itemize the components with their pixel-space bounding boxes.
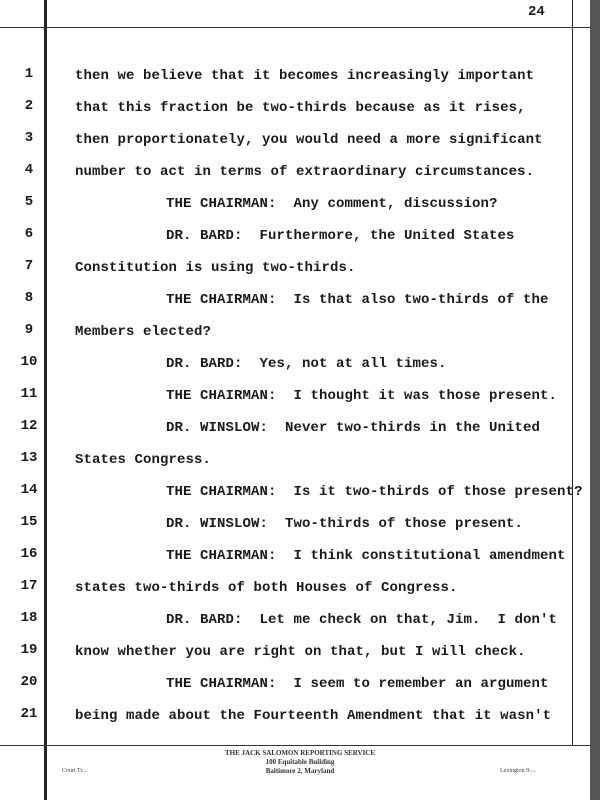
- footer-company: THE JACK SALOMON REPORTING SERVICE: [224, 749, 376, 757]
- transcript-line: DR. WINSLOW: Never two-thirds in the United: [166, 420, 541, 436]
- page-number: 24: [528, 4, 545, 20]
- transcript-line: being made about the Fourteenth Amendment that it wasn't: [75, 708, 552, 724]
- transcript-line: THE CHAIRMAN: Any comment, discussion?: [166, 196, 498, 212]
- page-edge: [590, 0, 600, 800]
- line-number: 11: [20, 386, 38, 402]
- line-number: 12: [20, 418, 38, 434]
- line-number: 9: [24, 322, 34, 338]
- transcript-line: THE CHAIRMAN: Is it two-thirds of those present?: [166, 484, 583, 500]
- transcript-line: then proportionately, you would need a more significant: [75, 132, 543, 148]
- footer-city: Baltimore 2, Maryland: [265, 767, 335, 775]
- transcript-line: then we believe that it becomes increasingly important: [75, 68, 535, 84]
- transcript-line: THE CHAIRMAN: I seem to remember an argument: [166, 676, 549, 692]
- footer-rule: [0, 745, 590, 746]
- line-number: 1: [24, 66, 34, 82]
- transcript-line: that this fraction be two-thirds because as it rises,: [75, 100, 526, 116]
- transcript-line: THE CHAIRMAN: Is that also two-thirds of the: [166, 292, 549, 308]
- transcript-line: THE CHAIRMAN: I thought it was those present.: [166, 388, 558, 404]
- transcript-line: know whether you are right on that, but I will check.: [75, 644, 526, 660]
- transcript-line: DR. BARD: Furthermore, the United States: [166, 228, 515, 244]
- line-number: 10: [20, 354, 38, 370]
- line-number: 3: [24, 130, 34, 146]
- line-number: 14: [20, 482, 38, 498]
- line-number: 8: [24, 290, 34, 306]
- footer-address: 100 Equitable Building: [265, 758, 335, 766]
- transcript-line: Constitution is using two-thirds.: [75, 260, 356, 276]
- right-margin-rule: [572, 0, 573, 745]
- transcript-line: THE CHAIRMAN: I think constitutional amendment: [166, 548, 566, 564]
- line-number: 13: [20, 450, 38, 466]
- line-number: 5: [24, 194, 34, 210]
- footer-right-note: Lexington 9-...: [500, 768, 536, 774]
- line-number: 15: [20, 514, 38, 530]
- transcript-line: DR. BARD: Yes, not at all times.: [166, 356, 447, 372]
- transcript-line: DR. BARD: Let me check on that, Jim. I don't: [166, 612, 558, 628]
- transcript-line: DR. WINSLOW: Two-thirds of those present.: [166, 516, 524, 532]
- line-number: 20: [20, 674, 38, 690]
- left-margin-rule: [44, 0, 47, 800]
- line-number: 16: [20, 546, 38, 562]
- line-number: 2: [24, 98, 34, 114]
- transcript-line: Members elected?: [75, 324, 212, 340]
- transcript-line: number to act in terms of extraordinary circumstances.: [75, 164, 535, 180]
- line-number: 18: [20, 610, 38, 626]
- line-number: 19: [20, 642, 38, 658]
- footer-left-note: Court Tr...: [62, 768, 87, 774]
- line-number: 17: [20, 578, 38, 594]
- transcript-line: states two-thirds of both Houses of Congress.: [75, 580, 458, 596]
- line-number: 6: [24, 226, 34, 242]
- line-number: 21: [20, 706, 38, 722]
- header-rule: [0, 27, 590, 28]
- transcript-line: States Congress.: [75, 452, 212, 468]
- line-number: 4: [24, 162, 34, 178]
- line-number: 7: [24, 258, 34, 274]
